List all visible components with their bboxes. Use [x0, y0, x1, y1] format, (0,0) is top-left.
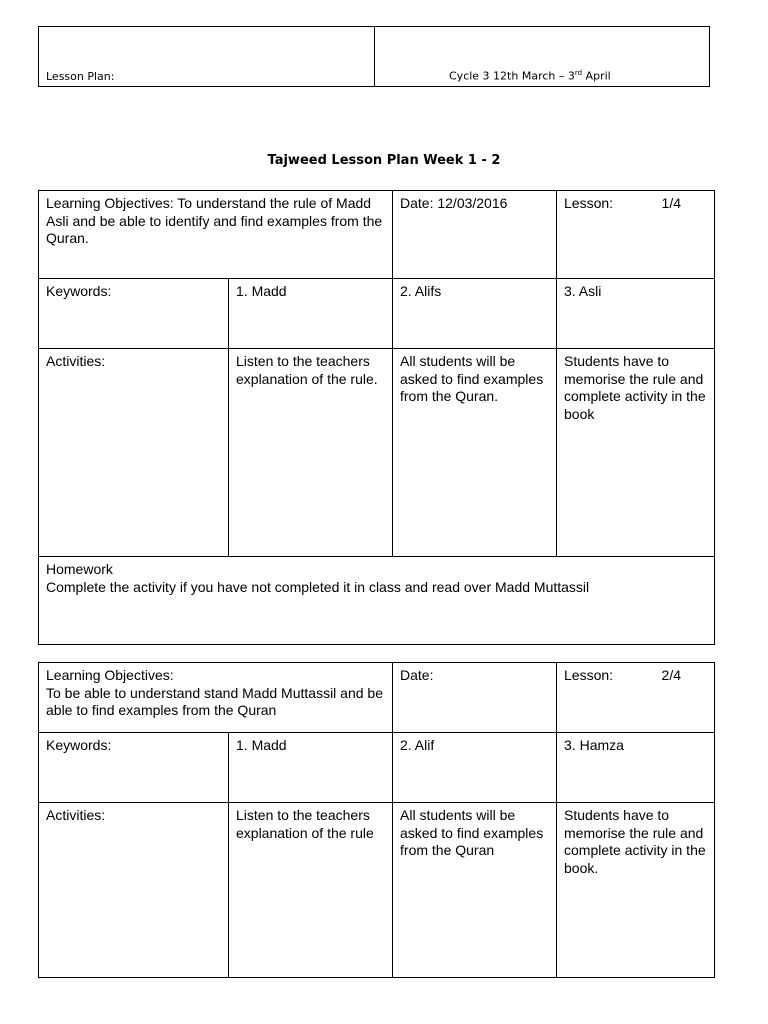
objectives-cell: Learning Objectives: To understand the rule of Madd Asli and be able to identify and find examples from the Quran. — [39, 191, 393, 279]
objectives-text: To be able to understand stand Madd Muttassil and be able to find examples from the Quran — [46, 684, 383, 718]
date-cell: Date: — [393, 663, 557, 733]
lesson-number: 1/4 — [661, 195, 681, 211]
keywords-row — [39, 733, 715, 803]
activities-row — [39, 803, 715, 978]
keyword-3: 3. Asli — [557, 279, 715, 349]
activity-1: Listen to the teachers explanation of the rule — [229, 803, 393, 978]
cycle-dates-suffix: April — [582, 70, 611, 83]
lesson-label: Lesson: — [564, 667, 614, 683]
keyword-3: 3. Hamza — [557, 733, 715, 803]
header-left-cell — [39, 27, 375, 86]
activities-label: Activities: — [39, 349, 229, 557]
keywords-row — [39, 279, 715, 349]
cycle-dates-prefix: Cycle 3 12th March – 3 — [449, 70, 575, 83]
keywords-label: Keywords: — [39, 279, 229, 349]
keyword-2: 2. Alifs — [393, 279, 557, 349]
header-box — [38, 26, 710, 87]
homework-row — [39, 557, 715, 645]
homework-label: Homework — [46, 561, 113, 577]
lesson-number-cell — [557, 191, 715, 279]
activities-row — [39, 349, 715, 557]
cycle-dates — [449, 69, 611, 83]
homework-text: Complete the activity if you have not completed it in class and read over Madd Muttassil — [46, 578, 590, 595]
activity-2: All students will be asked to find examples from the Quran — [393, 803, 557, 978]
lesson-plan-label: Lesson Plan: — [46, 70, 115, 83]
homework-cell — [39, 557, 715, 645]
cycle-dates-ordinal: rd — [574, 69, 583, 78]
activity-2: All students will be asked to find examples from the Quran. — [393, 349, 557, 557]
activity-3: Students have to memorise the rule and complete activity in the book. — [557, 803, 715, 978]
document-title: Tajweed Lesson Plan Week 1 - 2 — [267, 153, 501, 168]
header-right-cell — [375, 27, 709, 86]
lesson-1-table — [38, 190, 715, 645]
keyword-1: 1. Madd — [229, 733, 393, 803]
date-cell: Date: 12/03/2016 — [393, 191, 557, 279]
objectives-cell — [39, 663, 393, 733]
activity-3: Students have to memorise the rule and complete activity in the book — [557, 349, 715, 557]
lesson-number-cell — [557, 663, 715, 733]
keyword-1: 1. Madd — [229, 279, 393, 349]
activities-label: Activities: — [39, 803, 229, 978]
objectives-row — [39, 191, 715, 279]
lesson-number: 2/4 — [661, 667, 682, 683]
objectives-row — [39, 663, 715, 733]
objectives-label: Learning Objectives: — [46, 667, 174, 683]
lesson-label: Lesson: — [564, 195, 614, 211]
activity-1: Listen to the teachers explanation of the rule. — [229, 349, 393, 557]
keyword-2: 2. Alif — [393, 733, 557, 803]
lesson-2-table — [38, 662, 715, 978]
keywords-label: Keywords: — [39, 733, 229, 803]
